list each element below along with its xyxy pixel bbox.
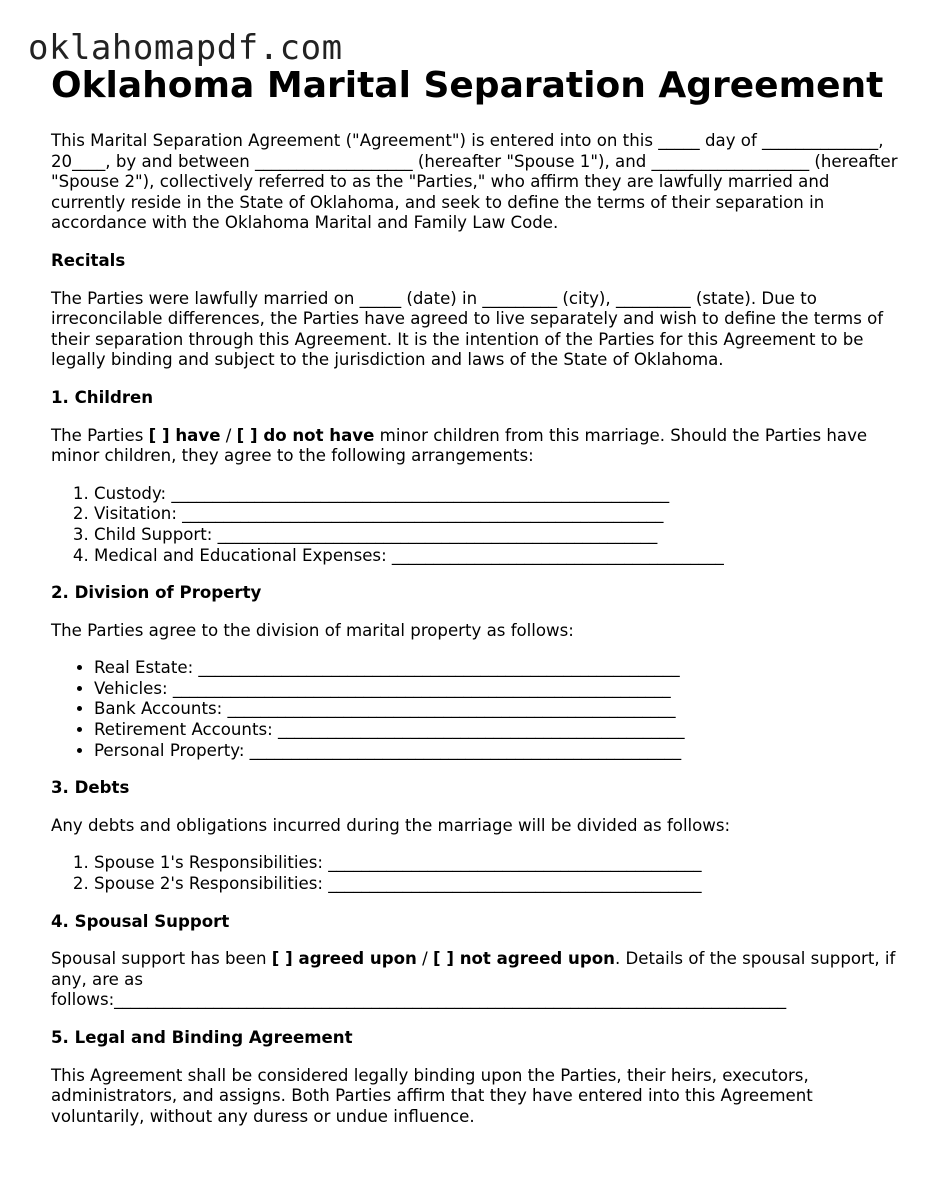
list-item: 4. Medical and Educational Expenses: ________________________________________	[94, 546, 901, 567]
debts-paragraph: Any debts and obligations incurred during the marriage will be divided as follows:	[51, 815, 731, 835]
spousal-separator: /	[416, 949, 433, 969]
list-item: 1. Spouse 1's Responsibilities: _____________________________________________	[94, 853, 901, 874]
debts-list	[51, 853, 901, 894]
list-item: 3. Child Support: _____________________________________________________	[94, 525, 901, 546]
list-item: 2. Spouse 2's Responsibilities: _____________________________________________	[94, 874, 901, 895]
property-heading: 2. Division of Property	[51, 583, 262, 603]
spousal-heading: 4. Spousal Support	[51, 911, 230, 931]
spousal-text-post: . Details of the spousal support, if any, are as	[51, 949, 896, 989]
spousal-option-agreed: [ ] agreed upon	[271, 949, 417, 969]
children-text-post: minor children from this marriage. Should the Parties have minor children, they agree to the following arrangements:	[51, 425, 868, 466]
children-option-have: [ ] have	[148, 425, 221, 445]
spousal-text-pre: Spousal support has been	[51, 949, 272, 969]
spousal-paragraph	[51, 949, 901, 1011]
children-separator: /	[220, 425, 237, 445]
intro-paragraph: This Marital Separation Agreement ("Agreement") is entered into on this _____ day of ______________, 20____, by and between ___________________ (hereafter "Spouse 1"), and ___________________ (hereafter "Spouse 2"), collectively referred to as the "Parties," who affirm they are lawfully married and currently reside in the State of Oklahoma, and seek to define the terms of their separation in accordance with the Oklahoma Marital and Family Law Code.	[51, 131, 898, 233]
list-item: 1. Custody: ____________________________________________________________	[94, 484, 901, 505]
list-item: • Retirement Accounts: _________________________________________________	[94, 720, 901, 741]
children-heading: 1. Children	[51, 387, 154, 407]
list-item: • Vehicles: ____________________________________________________________	[94, 679, 901, 700]
list-item: • Bank Accounts: ______________________________________________________	[94, 699, 901, 720]
spousal-option-not-agreed: [ ] not agreed upon	[432, 949, 615, 969]
spousal-follows-line: follows:_________________________________________________________________________________	[51, 990, 787, 1010]
property-list	[51, 658, 901, 761]
recitals-paragraph: The Parties were lawfully married on _____ (date) in _________ (city), _________ (state). Due to irreconcilable differences, the Parties have agreed to live separately and wish to define the terms of their separation through this Agreement. It is the intention of the Parties for this Agreement to be legally binding and subject to the jurisdiction and laws of the State of Oklahoma.	[51, 288, 884, 370]
property-paragraph: The Parties agree to the division of marital property as follows:	[51, 620, 574, 640]
list-item: • Personal Property: ____________________________________________________	[94, 741, 901, 762]
debts-heading: 3. Debts	[51, 778, 130, 798]
children-text-pre: The Parties	[51, 425, 149, 445]
recitals-heading: Recitals	[51, 250, 126, 270]
list-item: • Real Estate: __________________________________________________________	[94, 658, 901, 679]
children-list	[51, 484, 901, 566]
binding-paragraph: This Agreement shall be considered legally binding upon the Parties, their heirs, executors, administrators, and assigns. Both Parties affirm that they have entered into this Agreement voluntarily, without any duress or undue influence.	[51, 1065, 813, 1126]
list-item: 2. Visitation: __________________________________________________________	[94, 504, 901, 525]
watermark: oklahomapdf.com	[28, 28, 343, 68]
binding-heading: 5. Legal and Binding Agreement	[51, 1028, 353, 1047]
document-title: Oklahoma Marital Separation Agreement	[51, 65, 884, 106]
document	[51, 64, 901, 1144]
children-option-do-not-have: [ ] do not have	[236, 425, 375, 445]
children-paragraph	[51, 426, 901, 467]
